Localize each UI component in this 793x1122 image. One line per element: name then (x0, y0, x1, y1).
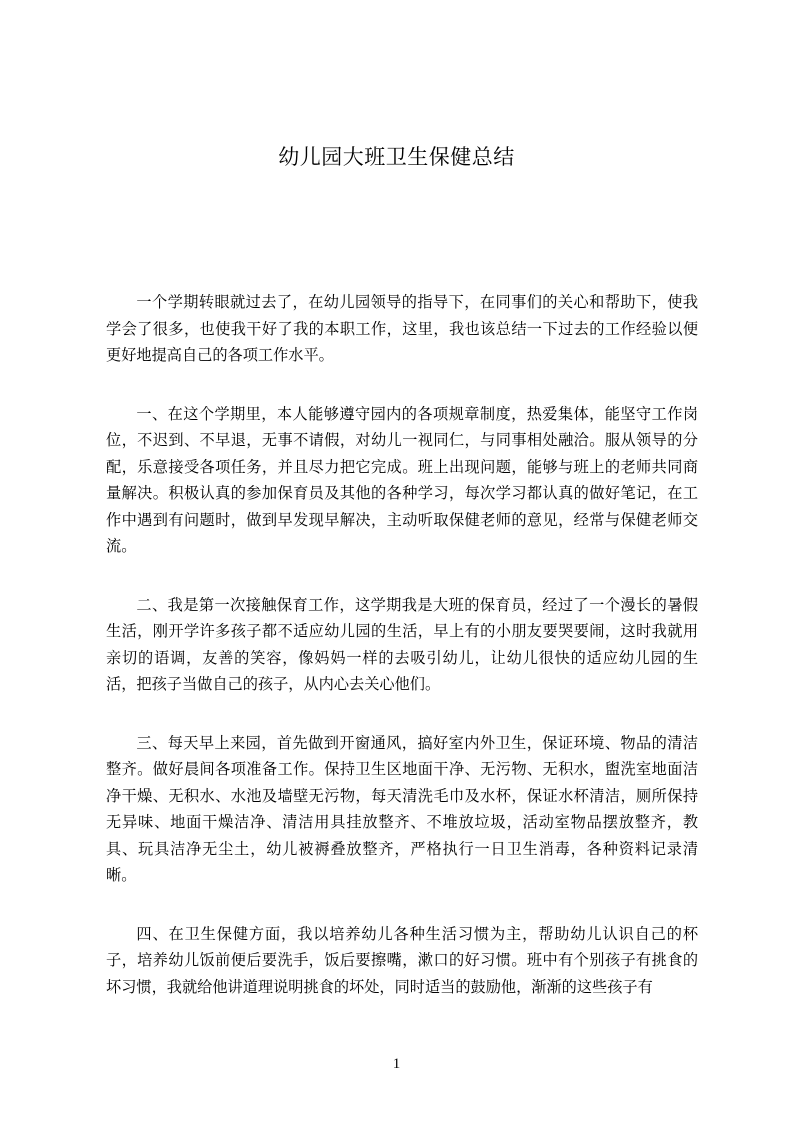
paragraph-intro: 一个学期转眼就过去了，在幼儿园领导的指导下，在同事们的关心和帮助下，使我学会了很多，也使我干好了我的本职工作，这里，我也该总结一下过去的工作经验以便更好地提高自己的各项工作水平。 (106, 293, 698, 364)
paragraph-section-4: 四、在卫生保健方面，我以培养幼儿各种生活习惯为主，帮助幼儿认识自己的杯子，培养幼儿饭前便后要洗手，饭后要擦嘴，漱口的好习惯。班中有个别孩子有挑食的坏习惯，我就给他讲道理说明挑食的坏处，同时适当的鼓励他，渐渐的这些孩子有 (106, 924, 698, 996)
paragraph-section-1: 一、在这个学期里，本人能够遵守园内的各项规章制度，热爱集体，能坚守工作岗位，不迟到、不早退，无事不请假，对幼儿一视同仁，与同事相处融洽。服从领导的分配，乐意接受各项任务，并且尽力把它完成。班上出现问题，能够与班上的老师共同商量解决。积极认真的参加保育员及其他的各种学习，每次学习都认真的做好笔记，在工作中遇到有问题时，做到早发现早解决，主动听取保健老师的意见，经常与保健老师交流。 (106, 404, 698, 555)
paragraph-section-2: 二、我是第一次接触保育工作，这学期我是大班的保育员，经过了一个漫长的暑假生活，刚开学许多孩子都不适应幼儿园的生活，早上有的小朋友要哭要闹，这时我就用亲切的语调，友善的笑容，像妈妈一样的去吸引幼儿，让幼儿很快的适应幼儿园的生活，把孩子当做自己的孩子，从内心去关心他们。 (106, 595, 698, 693)
document-body (106, 289, 698, 1032)
document-title: 幼儿园大班卫生保健总结 (278, 145, 515, 169)
page-number: 1 (392, 1056, 401, 1072)
paragraph-section-3: 三、每天早上来园，首先做到开窗通风，搞好室内外卫生，保证环境、物品的清洁整齐。做好晨间各项准备工作。保持卫生区地面干净、无污物、无积水，盥洗室地面洁净干燥、无积水、水池及墙壁无污物，每天清洗毛巾及水杯，保证水杯清洁，厕所保持无异味、地面干燥洁净、清洁用具挂放整齐、不堆放垃圾，活动室物品摆放整齐，教具、玩具洁净无尘土，幼儿被褥叠放整齐，严格执行一日卫生消毒，各种资料记录清晰。 (106, 733, 698, 884)
